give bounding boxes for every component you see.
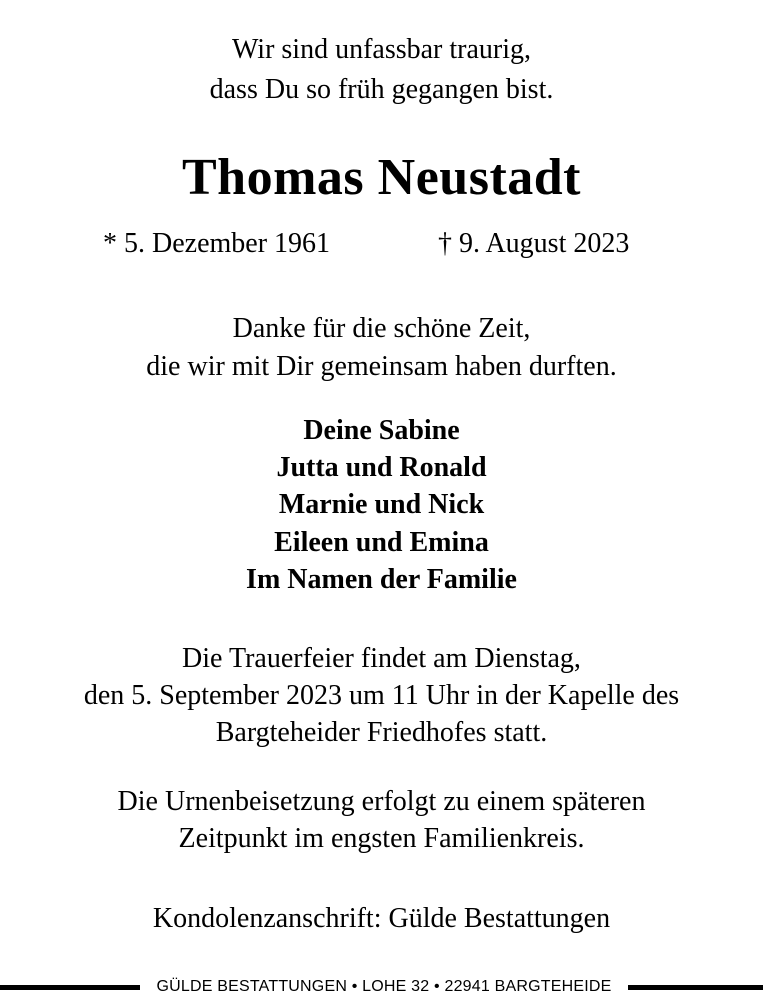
funeral-line-2: den 5. September 2023 um 11 Uhr in der Kapelle des bbox=[83, 680, 680, 711]
birth-date: * 5. Dezember 1961 bbox=[103, 228, 331, 259]
funeral-home-footer bbox=[0, 976, 763, 998]
funeral-line-1: Die Trauerfeier findet am Dienstag, bbox=[182, 643, 581, 674]
signatory: Eileen und Emina bbox=[274, 527, 489, 558]
signatory: Jutta und Ronald bbox=[276, 452, 487, 483]
funeral-line-3: Bargteheider Friedhofes statt. bbox=[215, 717, 548, 748]
thanks-line-1: Danke für die schöne Zeit, bbox=[232, 313, 531, 344]
death-date: † 9. August 2023 bbox=[438, 228, 630, 259]
signatory: Deine Sabine bbox=[303, 415, 460, 446]
urn-burial-line-2: Zeitpunkt im engsten Familienkreis. bbox=[178, 823, 585, 854]
thanks-line-2: die wir mit Dir gemeinsam haben durften. bbox=[146, 351, 617, 382]
footer-rule-left bbox=[0, 985, 140, 990]
urn-burial-line-1: Die Urnenbeisetzung erfolgt zu einem späteren bbox=[117, 786, 646, 817]
intro-line-2: dass Du so früh gegangen bist. bbox=[209, 74, 554, 105]
footer-text: GÜLDE BESTATTUNGEN • LOHE 32 • 22941 BARGTEHEIDE bbox=[156, 978, 612, 995]
life-dates bbox=[0, 226, 763, 262]
signatory: Im Namen der Familie bbox=[246, 564, 517, 595]
deceased-name: Thomas Neustadt bbox=[182, 149, 581, 206]
intro-line-1: Wir sind unfassbar traurig, bbox=[231, 34, 532, 65]
footer-rule-right bbox=[628, 985, 763, 990]
condolence-address: Kondolenzanschrift: Gülde Bestattungen bbox=[152, 903, 611, 934]
signatory: Marnie und Nick bbox=[278, 489, 485, 520]
